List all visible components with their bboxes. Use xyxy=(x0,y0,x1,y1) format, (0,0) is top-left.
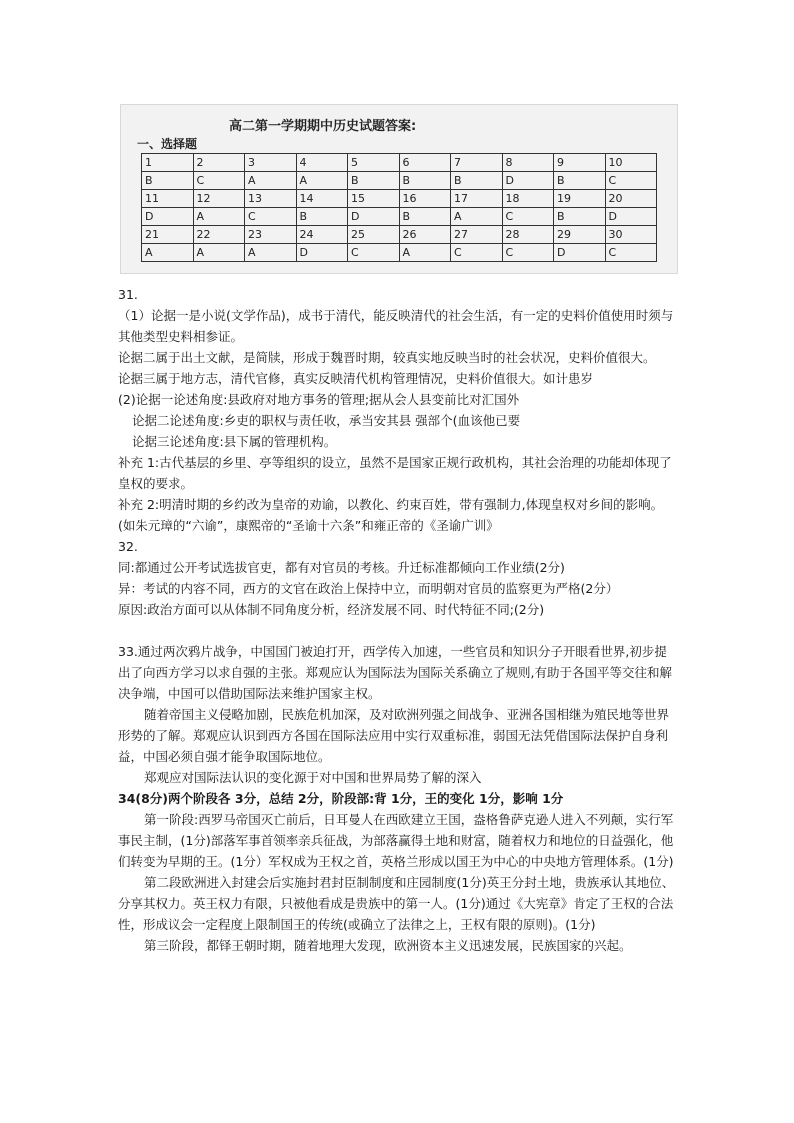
q32-paragraph: 同:都通过公开考试选拔官吏，都有对官员的考核。升迁标准都倾向工作业绩(2分) xyxy=(118,560,565,575)
answer-table-cell: B xyxy=(554,172,606,190)
answer-table-cell: D xyxy=(605,208,657,226)
answer-table-cell: 24 xyxy=(296,226,348,244)
answer-table-cell: C xyxy=(193,172,245,190)
answer-table-cell: 25 xyxy=(348,226,400,244)
answer-table-cell: B xyxy=(399,208,451,226)
answer-table-cell: 29 xyxy=(554,226,606,244)
answer-table-cell: 1 xyxy=(142,154,194,172)
answer-table-cell: A xyxy=(451,208,503,226)
answer-table-cell: 20 xyxy=(605,190,657,208)
answer-table-cell: 23 xyxy=(245,226,297,244)
answer-table-cell: 15 xyxy=(348,190,400,208)
answer-table-cell: 18 xyxy=(502,190,554,208)
answer-table-cell: C xyxy=(502,208,554,226)
answer-table-cell: 13 xyxy=(245,190,297,208)
q32-paragraph: 异：考试的内容不同，西方的文官在政治上保持中立，而明朝对官员的监察更为严格(2分） xyxy=(118,581,619,596)
answer-table-cell: B xyxy=(142,172,194,190)
answer-table-cell: 28 xyxy=(502,226,554,244)
answer-table-cell: 10 xyxy=(605,154,657,172)
answer-table-cell: B xyxy=(348,172,400,190)
answer-table-cell: C xyxy=(605,172,657,190)
q31-paragraph: 补充 2:明清时期的乡约改为皇帝的劝谕，以教化、约束百姓，带有强制力,体现皇权对乡间的影响。(如朱元璋的“六谕”，康熙帝的“圣谕十六条”和雍正帝的《圣谕广训》 xyxy=(118,497,664,533)
answer-table-cell: 27 xyxy=(451,226,503,244)
q34-scoring: 34(8分)两个阶段各 3分，总结 2分，阶段部:背 1分，王的变化 1分，影响 1分 xyxy=(118,791,564,806)
answer-table-cell: D xyxy=(502,172,554,190)
answer-table-row xyxy=(142,226,657,244)
q31-paragraph: 论据三属于地方志，清代官修，真实反映清代机构管理情况，史料价值很大。如计患岁 xyxy=(118,371,594,386)
answer-table-cell: D xyxy=(348,208,400,226)
answer-table xyxy=(141,153,657,262)
answer-table-cell: 22 xyxy=(193,226,245,244)
answer-table-cell: 2 xyxy=(193,154,245,172)
answer-table-cell: D xyxy=(296,244,348,262)
q33-paragraph: 郑观应对国际法认识的变化源于对中国和世界局势了解的深入 xyxy=(144,770,482,785)
answer-table-cell: A xyxy=(399,244,451,262)
q34-paragraph: 第二段欧洲进入封建会后实施封君封臣制制度和庄园制度(1分)英王分封土地，贵族承认其地位、分享其权力。英王权力有限，只被他看成是贵族中的第一人。(1分)通过《大宪章》肯定了王权的合法性，形成议会一定程度上限制国王的传统(或确立了法律之上，王权有限的原则)。(1分) xyxy=(118,875,675,932)
answer-table-cell: A xyxy=(296,172,348,190)
q31-paragraph: (2)论据一论述角度:县政府对地方事务的管理;据从会人县变前比对汇国外 xyxy=(118,392,520,407)
answer-table-cell: 3 xyxy=(245,154,297,172)
answer-table-cell: B xyxy=(399,172,451,190)
question-32-number: 32. xyxy=(118,539,138,554)
answer-table-cell: 19 xyxy=(554,190,606,208)
q34-paragraph: 第一阶段:西罗马帝国灭亡前后，日耳曼人在西欧建立王国，盎格鲁萨克逊人进入不列颠，实行军事民主制，(1分)部落军事首领率亲兵征战，为部落赢得土地和财富，随着权力和地位的日益强化，他们转变为早期的王。(1分）军权成为王权之首，英格兰形成以国王为中心的中央地方管理体系。(1分) xyxy=(118,812,674,869)
answer-table-cell: C xyxy=(245,208,297,226)
answer-table-cell: B xyxy=(296,208,348,226)
answer-table-cell: A xyxy=(142,244,194,262)
answer-table-cell: 16 xyxy=(399,190,451,208)
answer-content xyxy=(118,284,678,956)
answer-table-cell: A xyxy=(193,244,245,262)
answer-table-cell: 9 xyxy=(554,154,606,172)
answer-table-cell: C xyxy=(502,244,554,262)
q31-paragraph: 补充 1:古代基层的乡里、亭等组织的设立，虽然不是国家正规行政机构，其社会治理的功能却体现了皇权的要求。 xyxy=(118,455,672,491)
answer-table-cell: A xyxy=(193,208,245,226)
q33-paragraph: 33.通过两次鸦片战争，中国国门被迫打开，西学传入加速，一些官员和知识分子开眼看世界,初步提出了向西方学习以求自强的主张。郑观应认为国际法为国际关系确立了规则,有助于各国平等交往和解决争端，中国可以借助国际法来维护国家主权。 xyxy=(118,644,672,701)
answer-table-cell: 5 xyxy=(348,154,400,172)
answer-table-row xyxy=(142,244,657,262)
answer-table-row xyxy=(142,154,657,172)
answer-table-cell: 11 xyxy=(142,190,194,208)
exam-title: 高二第一学期期中历史试题答案: xyxy=(229,119,417,134)
answer-table-cell: D xyxy=(554,244,606,262)
answer-table-cell: C xyxy=(348,244,400,262)
answer-table-cell: C xyxy=(451,244,503,262)
answer-table-cell: 12 xyxy=(193,190,245,208)
q31-paragraph: 论据二属于出土文献，是简牍，形成于魏晋时期，较真实地反映当时的社会状况，史料价值很大。 xyxy=(118,350,656,365)
answer-table-cell: 26 xyxy=(399,226,451,244)
answer-table-cell: 8 xyxy=(502,154,554,172)
section-heading: 一、选择题 xyxy=(137,137,198,151)
answer-table-row xyxy=(142,172,657,190)
answer-table-row xyxy=(142,190,657,208)
answer-table-cell: A xyxy=(245,172,297,190)
answer-table-cell: 6 xyxy=(399,154,451,172)
answer-table-cell: 30 xyxy=(605,226,657,244)
answer-table-cell: 17 xyxy=(451,190,503,208)
answer-table-row xyxy=(142,208,657,226)
answer-table-cell: A xyxy=(245,244,297,262)
answer-table-cell: D xyxy=(142,208,194,226)
answer-table-cell: B xyxy=(451,172,503,190)
answer-table-cell: C xyxy=(605,244,657,262)
q33-paragraph: 随着帝国主义侵略加剧，民族危机加深，及对欧洲列强之间战争、亚洲各国相继为殖民地等世界形势的了解。郑观应认识到西方各国在国际法应用中实行双重标准，弱国无法凭借国际法保护自身利益，中国必须自强才能争取国际地位。 xyxy=(118,707,670,764)
answer-table-cell: 21 xyxy=(142,226,194,244)
q31-paragraph: 论据三论述角度:县下属的管理机构。 xyxy=(132,434,337,449)
answer-table-cell: 7 xyxy=(451,154,503,172)
q31-paragraph: 论据二论述角度:乡吏的职权与责任收，承当安其县 强部个(血该他已要 xyxy=(132,413,521,428)
answer-key-scan xyxy=(120,104,678,274)
answer-table-cell: 14 xyxy=(296,190,348,208)
q32-paragraph: 原因:政治方面可以从体制不同角度分析，经济发展不同、时代特征不同;(2分) xyxy=(118,602,545,617)
answer-table-cell: 4 xyxy=(296,154,348,172)
q34-paragraph: 第三阶段，都铎王朝时期，随着地理大发现，欧洲资本主义迅速发展，民族国家的兴起。 xyxy=(144,938,632,953)
question-31-number: 31. xyxy=(118,287,138,302)
q31-paragraph: （1）论据一是小说(文学作品)，成书于清代，能反映清代的社会生活，有一定的史料价值使用时须与其他类型史料相参证。 xyxy=(118,308,674,344)
answer-table-cell: B xyxy=(554,208,606,226)
